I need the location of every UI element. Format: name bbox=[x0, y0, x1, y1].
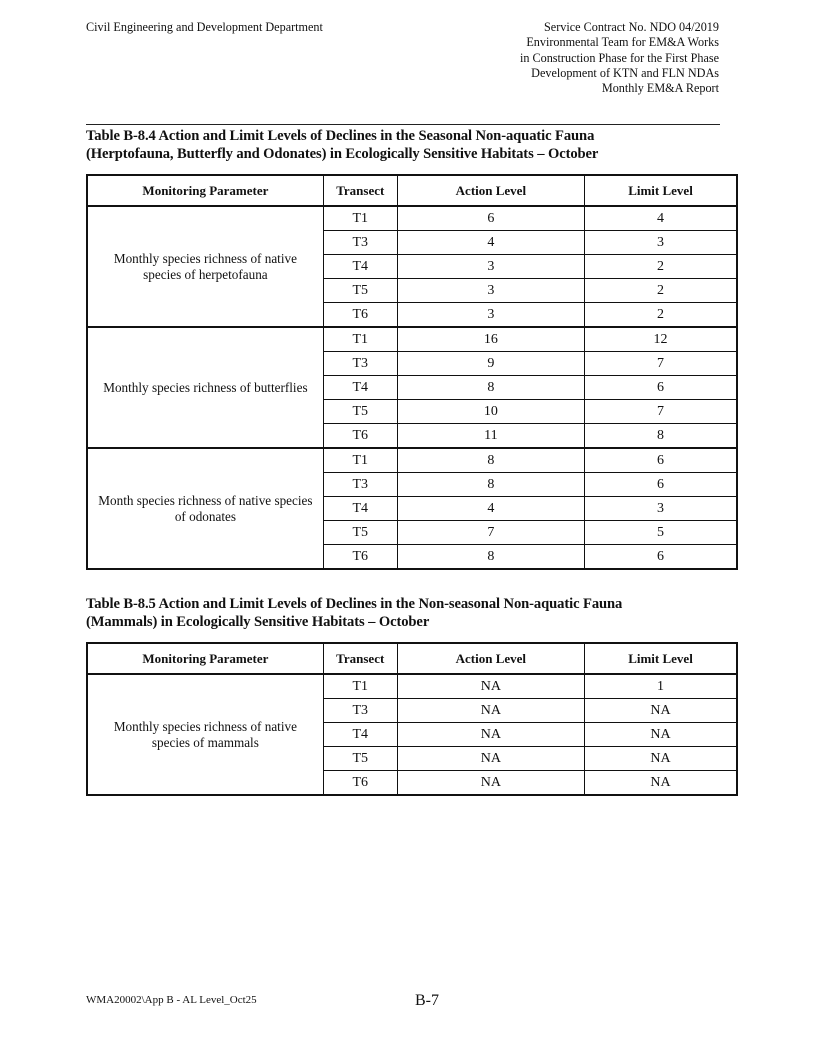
header-line: Environmental Team for EM&A Works bbox=[526, 35, 719, 50]
transect-cell: T6 bbox=[323, 545, 397, 570]
col-header-action-level: Action Level bbox=[397, 643, 584, 674]
caption-line: (Mammals) in Ecologically Sensitive Habitats – October bbox=[86, 614, 430, 630]
action-level-cell: 6 bbox=[397, 206, 584, 231]
limit-level-cell: 2 bbox=[585, 279, 737, 303]
limit-level-cell: 3 bbox=[585, 497, 737, 521]
monitoring-parameter-cell: Monthly species richness of butterflies bbox=[87, 327, 323, 448]
table-b84-caption bbox=[86, 127, 746, 163]
table-b85-caption bbox=[86, 595, 746, 631]
action-level-cell: 4 bbox=[397, 231, 584, 255]
col-header-transect: Transect bbox=[323, 175, 397, 206]
limit-level-cell: 6 bbox=[585, 376, 737, 400]
table-b84-body bbox=[87, 206, 737, 569]
col-header-limit-level: Limit Level bbox=[585, 643, 737, 674]
table-header-row bbox=[87, 175, 737, 206]
transect-cell: T3 bbox=[323, 352, 397, 376]
transect-cell: T4 bbox=[323, 255, 397, 279]
header-line: Service Contract No. NDO 04/2019 bbox=[544, 20, 719, 34]
col-header-parameter: Monitoring Parameter bbox=[87, 643, 323, 674]
header-line: Monthly EM&A Report bbox=[601, 81, 719, 96]
header-contract-info bbox=[520, 20, 719, 96]
action-level-cell: 10 bbox=[397, 400, 584, 424]
header-department: Civil Engineering and Development Department bbox=[86, 20, 323, 34]
limit-level-cell: NA bbox=[585, 723, 737, 747]
transect-cell: T4 bbox=[323, 376, 397, 400]
limit-level-cell: 2 bbox=[585, 255, 737, 279]
action-level-cell: 3 bbox=[397, 255, 584, 279]
transect-cell: T5 bbox=[323, 747, 397, 771]
action-level-cell: 16 bbox=[397, 327, 584, 352]
header-divider bbox=[86, 124, 720, 125]
limit-level-cell: 6 bbox=[585, 448, 737, 473]
transect-cell: T1 bbox=[323, 448, 397, 473]
limit-level-cell: NA bbox=[585, 771, 737, 796]
limit-level-cell: 2 bbox=[585, 303, 737, 328]
transect-cell: T3 bbox=[323, 473, 397, 497]
limit-level-cell: 5 bbox=[585, 521, 737, 545]
caption-line: Table B-8.4 Action and Limit Levels of Declines in the Seasonal Non-aquatic Fauna bbox=[86, 128, 595, 144]
monitoring-parameter-cell: Monthly species richness of native species of herpetofauna bbox=[87, 206, 323, 327]
action-level-cell: 9 bbox=[397, 352, 584, 376]
transect-cell: T1 bbox=[323, 327, 397, 352]
footer-page-number: B-7 bbox=[415, 992, 439, 1009]
limit-level-cell: 7 bbox=[585, 400, 737, 424]
col-header-transect: Transect bbox=[323, 643, 397, 674]
action-level-cell: NA bbox=[397, 747, 584, 771]
table-row bbox=[87, 206, 737, 231]
transect-cell: T3 bbox=[323, 231, 397, 255]
limit-level-cell: 3 bbox=[585, 231, 737, 255]
col-header-parameter: Monitoring Parameter bbox=[87, 175, 323, 206]
transect-cell: T1 bbox=[323, 674, 397, 699]
transect-cell: T1 bbox=[323, 206, 397, 231]
action-level-cell: NA bbox=[397, 771, 584, 796]
header-line: Development of KTN and FLN NDAs bbox=[531, 65, 719, 80]
limit-level-cell: 7 bbox=[585, 352, 737, 376]
transect-cell: T3 bbox=[323, 699, 397, 723]
table-header-row bbox=[87, 643, 737, 674]
table-row bbox=[87, 674, 737, 699]
action-level-cell: 11 bbox=[397, 424, 584, 449]
transect-cell: T5 bbox=[323, 279, 397, 303]
table-row bbox=[87, 327, 737, 352]
table-row bbox=[87, 448, 737, 473]
header-line: in Construction Phase for the First Phase bbox=[519, 50, 719, 65]
limit-level-cell: 12 bbox=[585, 327, 737, 352]
table-b84 bbox=[86, 174, 738, 570]
limit-level-cell: NA bbox=[585, 699, 737, 723]
limit-level-cell: 6 bbox=[585, 545, 737, 570]
limit-level-cell: 4 bbox=[585, 206, 737, 231]
action-level-cell: NA bbox=[397, 699, 584, 723]
transect-cell: T4 bbox=[323, 497, 397, 521]
action-level-cell: 8 bbox=[397, 376, 584, 400]
col-header-action-level: Action Level bbox=[397, 175, 584, 206]
action-level-cell: 8 bbox=[397, 545, 584, 570]
limit-level-cell: 1 bbox=[585, 674, 737, 699]
transect-cell: T5 bbox=[323, 400, 397, 424]
action-level-cell: 3 bbox=[397, 303, 584, 328]
monitoring-parameter-cell: Month species richness of native species of odonates bbox=[87, 448, 323, 569]
action-level-cell: NA bbox=[397, 674, 584, 699]
limit-level-cell: 8 bbox=[585, 424, 737, 449]
caption-line: (Herptofauna, Butterfly and Odonates) in Ecologically Sensitive Habitats – October bbox=[86, 146, 599, 162]
action-level-cell: 4 bbox=[397, 497, 584, 521]
transect-cell: T5 bbox=[323, 521, 397, 545]
action-level-cell: 8 bbox=[397, 473, 584, 497]
transect-cell: T6 bbox=[323, 303, 397, 328]
transect-cell: T6 bbox=[323, 424, 397, 449]
limit-level-cell: NA bbox=[585, 747, 737, 771]
monitoring-parameter-cell: Monthly species richness of native species of mammals bbox=[87, 674, 323, 795]
action-level-cell: 8 bbox=[397, 448, 584, 473]
caption-line: Table B-8.5 Action and Limit Levels of Declines in the Non-seasonal Non-aquatic Fauna bbox=[86, 596, 623, 612]
limit-level-cell: 6 bbox=[585, 473, 737, 497]
table-b85 bbox=[86, 642, 738, 796]
transect-cell: T4 bbox=[323, 723, 397, 747]
action-level-cell: 3 bbox=[397, 279, 584, 303]
transect-cell: T6 bbox=[323, 771, 397, 796]
col-header-limit-level: Limit Level bbox=[585, 175, 737, 206]
action-level-cell: 7 bbox=[397, 521, 584, 545]
footer-file-reference: WMA20002\App B - AL Level_Oct25 bbox=[86, 994, 257, 1006]
action-level-cell: NA bbox=[397, 723, 584, 747]
table-b85-body bbox=[87, 674, 737, 795]
